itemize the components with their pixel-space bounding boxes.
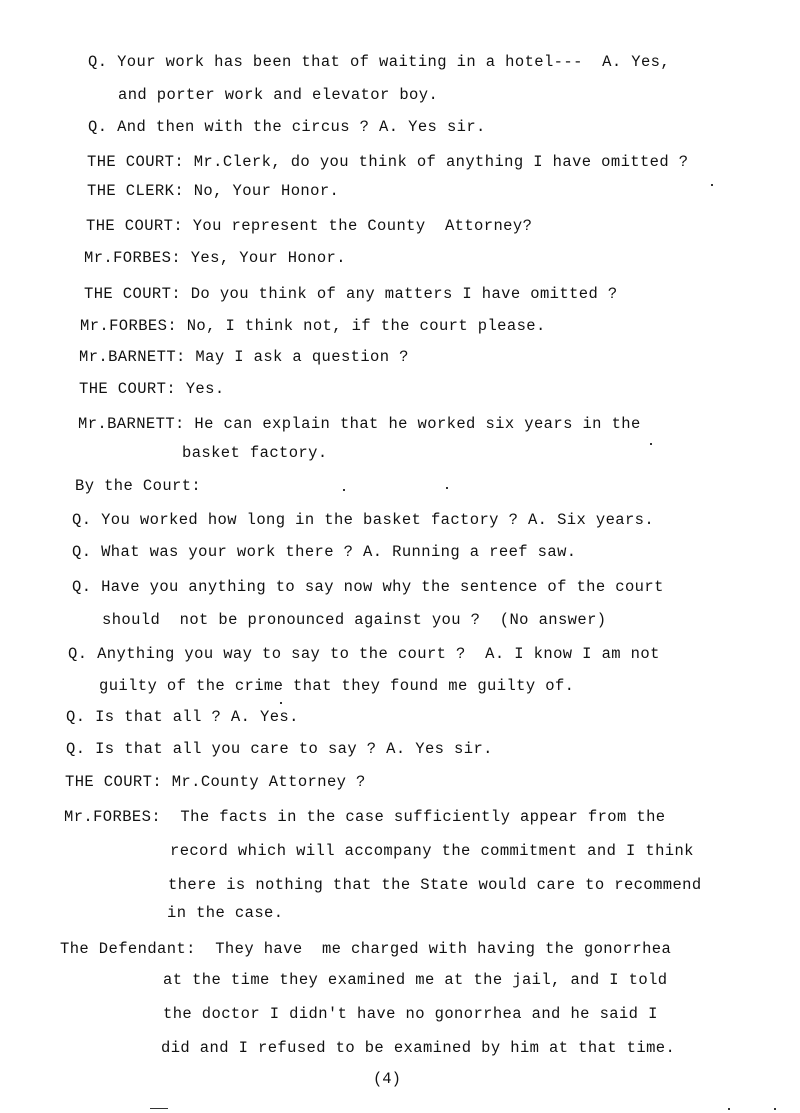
transcript-line: basket factory. bbox=[182, 444, 328, 462]
page-number: (4) bbox=[373, 1070, 401, 1088]
transcript-line: Q. What was your work there ? A. Running a reef saw. bbox=[72, 543, 577, 561]
transcript-line: guilty of the crime that they found me guilty of. bbox=[99, 677, 575, 695]
transcript-line: Mr.BARNETT: May I ask a question ? bbox=[79, 348, 409, 366]
transcript-line: Q. And then with the circus ? A. Yes sir. bbox=[88, 118, 486, 136]
transcript-line: Q. Is that all ? A. Yes. bbox=[66, 708, 299, 726]
transcript-line: THE COURT: Yes. bbox=[79, 380, 225, 398]
transcript-line: there is nothing that the State would care to recommend bbox=[168, 876, 702, 894]
transcript-line: in the case. bbox=[167, 904, 284, 922]
scan-speck bbox=[150, 1108, 168, 1109]
transcript-line: THE COURT: You represent the County Attorney? bbox=[86, 217, 533, 235]
scan-speck bbox=[728, 1108, 730, 1110]
transcript-line: the doctor I didn't have no gonorrhea and he said I bbox=[163, 1005, 658, 1023]
transcript-line: record which will accompany the commitment and I think bbox=[170, 842, 694, 860]
scan-speck bbox=[446, 487, 448, 489]
transcript-line: Q. Your work has been that of waiting in a hotel--- A. Yes, bbox=[88, 53, 671, 71]
transcript-line: Mr.FORBES: The facts in the case sufficiently appear from the bbox=[64, 808, 666, 826]
transcript-line: The Defendant: They have me charged with having the gonorrhea bbox=[60, 940, 672, 958]
transcript-line: Q. You worked how long in the basket factory ? A. Six years. bbox=[72, 511, 655, 529]
transcript-line: THE COURT: Mr.Clerk, do you think of anything I have omitted ? bbox=[87, 153, 689, 171]
transcript-line: at the time they examined me at the jail, and I told bbox=[163, 971, 668, 989]
scan-speck bbox=[711, 184, 713, 186]
section-heading: By the Court: bbox=[75, 477, 202, 495]
transcript-line: Mr.FORBES: Yes, Your Honor. bbox=[84, 249, 346, 267]
transcript-line: THE CLERK: No, Your Honor. bbox=[87, 182, 340, 200]
transcript-line: and porter work and elevator boy. bbox=[118, 86, 439, 104]
transcript-line: THE COURT: Do you think of any matters I have omitted ? bbox=[84, 285, 618, 303]
transcript-line: Mr.BARNETT: He can explain that he worked six years in the bbox=[78, 415, 641, 433]
scan-speck bbox=[650, 443, 652, 445]
transcript-line: Mr.FORBES: No, I think not, if the court please. bbox=[80, 317, 546, 335]
transcript-line: should not be pronounced against you ? (No answer) bbox=[102, 611, 607, 629]
transcript-line: Q. Is that all you care to say ? A. Yes sir. bbox=[66, 740, 493, 758]
scan-speck bbox=[774, 1108, 776, 1110]
scan-speck bbox=[343, 489, 345, 491]
transcript-line: Q. Have you anything to say now why the sentence of the court bbox=[72, 578, 664, 596]
transcript-line: did and I refused to be examined by him at that time. bbox=[161, 1039, 676, 1057]
transcript-line: THE COURT: Mr.County Attorney ? bbox=[65, 773, 366, 791]
scan-speck bbox=[280, 702, 282, 704]
transcript-line: Q. Anything you way to say to the court ? A. I know I am not bbox=[68, 645, 660, 663]
